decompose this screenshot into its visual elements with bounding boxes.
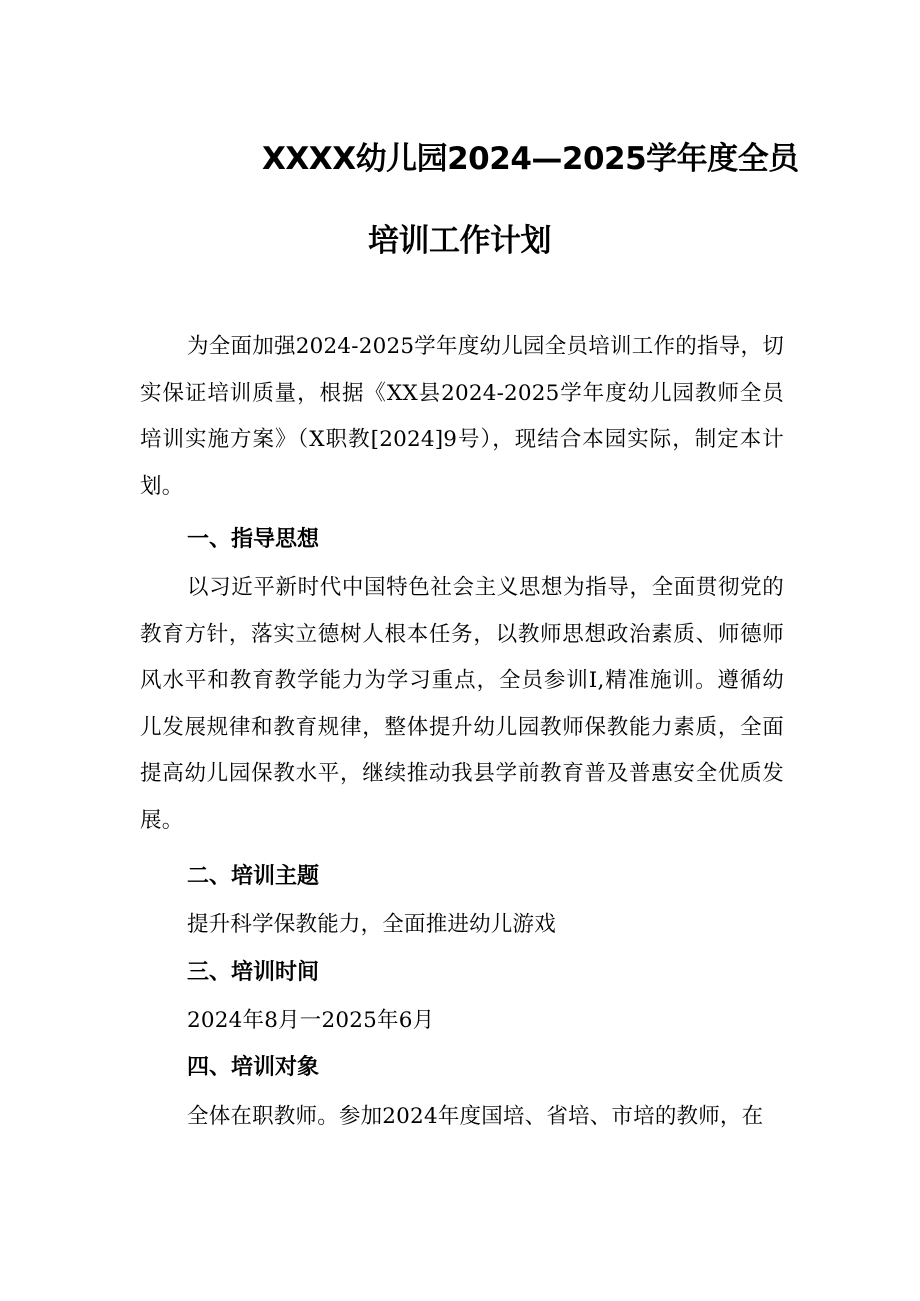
title-line-2: 培训工作计划 [368,223,551,259]
intro-paragraph: 为全面加强2024-2025学年度幼儿园全员培训工作的指导，切实保证培训质量，根据《XX县2024-2025学年度幼儿园教师全员培训实施方案》（X职教[2024]9号），现结合本园实际，制定本计划。 [140,334,784,499]
section-heading-1: 一、指导思想 [187,527,320,552]
section-heading-4: 四、培训对象 [187,1055,320,1080]
section-text-1: 以习近平新时代中国特色社会主义思想为指导，全面贯彻党的教育方针，落实立德树人根本任务，以教师思想政治素质、师德师风水平和教育教学能力为学习重点，全员参训I,精准施训。遵循幼儿发展规律和教育规律，整体提升幼儿园教师保教能力素质，全面提高幼儿园保教水平，继续推动我县学前教育普及普惠安全优质发展。 [140,575,784,833]
section-heading-2: 二、培训主题 [187,864,320,889]
section-heading-3: 三、培训时间 [187,960,320,985]
section-text-4: 全体在职教师。参加2024年度国培、省培、市培的教师，在 [187,1104,764,1129]
section-text-3: 2024年8月一2025年6月 [187,1008,435,1033]
section-text-2: 提升科学保教能力，全面推进幼儿游戏 [187,912,556,937]
title-line-1: XXXX幼儿园2024—2025学年度全员 [262,141,799,177]
